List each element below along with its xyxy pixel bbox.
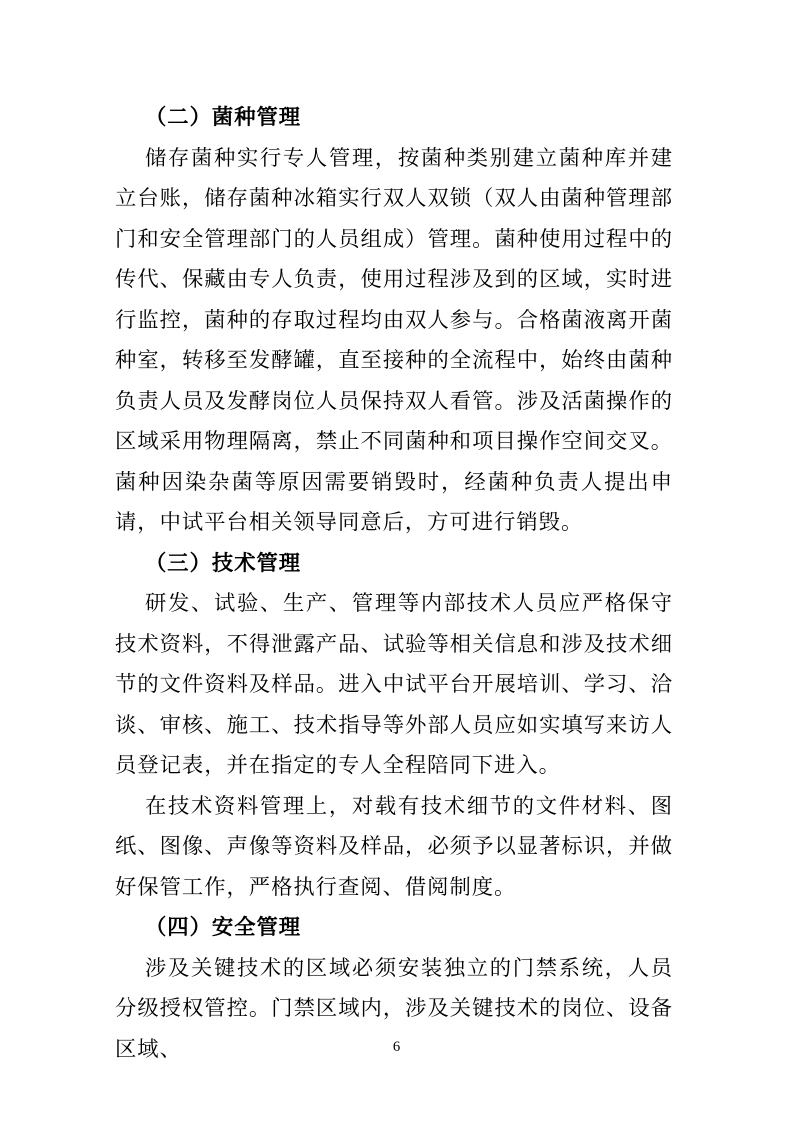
section-strain-management xyxy=(115,97,673,543)
document-body xyxy=(115,97,673,1069)
section-heading: （三）技术管理 xyxy=(145,550,302,575)
section-paragraph: 储存菌种实行专人管理，按菌种类别建立菌种库并建立台账，储存菌种冰箱实行双人双锁（双人由菌种管理部门和安全管理部门的人员组成）管理。菌种使用过程中的传代、保藏由专人负责，使用过程涉及到的区域，实时进行监控，菌种的存取过程均由双人参与。合格菌液离开菌种室，转移至发酵罐，直至接种的全流程中，始终由菌种负责人员及发酵岗位人员保持双人看管。涉及活菌操作的区域采用物理隔离，禁止不同菌种和项目操作空间交叉。菌种因染杂菌等原因需要销毁时，经菌种负责人提出申请，中试平台相关领导同意后，方可进行销毁。 xyxy=(115,145,673,534)
page-number: 6 xyxy=(392,1039,401,1055)
section-heading: （二）菌种管理 xyxy=(145,105,302,129)
section-heading: （四）安全管理 xyxy=(145,915,302,939)
section-paragraph: 涉及关键技术的区域必须安装独立的门禁系统，人员分级授权管控。门禁区域内，涉及关键技术的岗位、设备区域、 xyxy=(115,955,673,1061)
section-technical-management xyxy=(115,543,673,908)
section-paragraph: 在技术资料管理上，对载有技术细节的文件材料、图纸、图像、声像等资料及样品，必须予以显著标识，并做好保管工作，严格执行查阅、借阅制度。 xyxy=(115,793,673,899)
section-paragraph: 研发、试验、生产、管理等内部技术人员应严格保守技术资料，不得泄露产品、试验等相关信息和涉及技术细节的文件资料及样品。进入中试平台开展培训、学习、洽谈、审核、施工、技术指导等外部人员应如实填写来访人员登记表，并在指定的专人全程陪同下进入。 xyxy=(115,591,673,777)
